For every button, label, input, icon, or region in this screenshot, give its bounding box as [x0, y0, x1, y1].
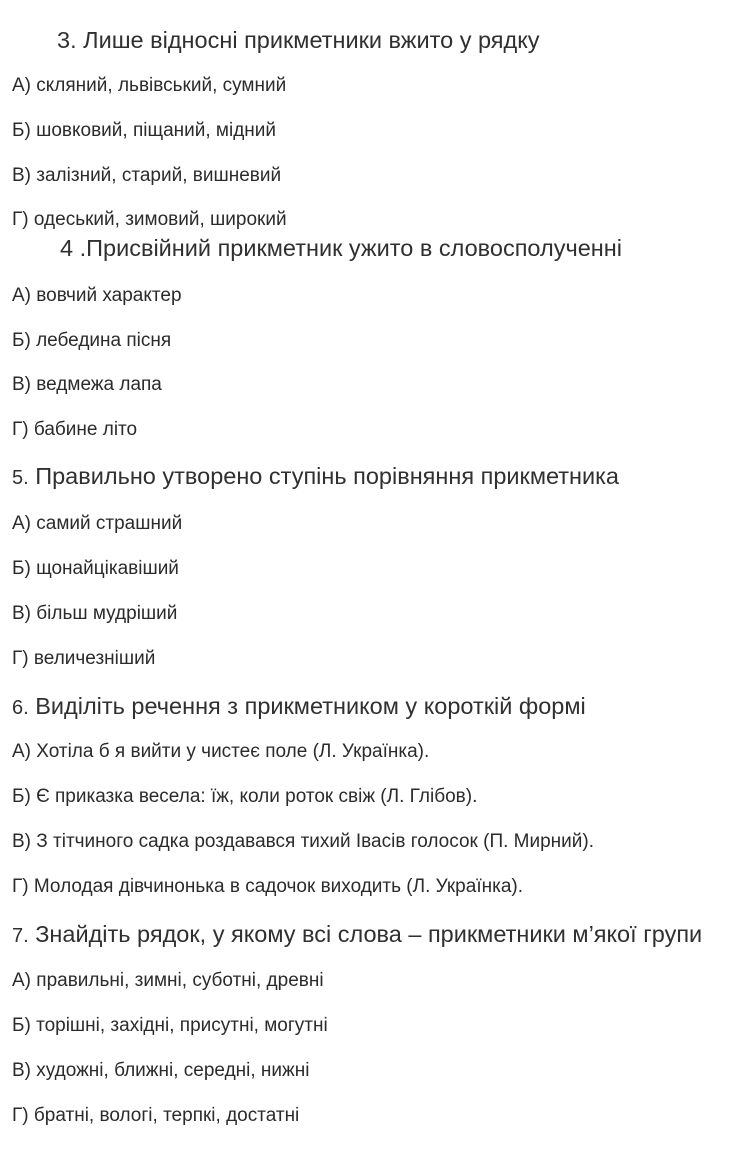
question-5-option-b: Б) щонайцікавіший	[12, 558, 179, 579]
question-3-text: Лише відносні прикметники вжито у рядку	[83, 27, 540, 53]
question-6-option-c: В) З тітчиного садка роздавався тихий Івасів голосок (П. Мирний).	[12, 831, 594, 852]
question-3-option-d: Г) одеський, зимовий, широкий	[12, 209, 287, 230]
question-5-text: Правильно утворено ступінь порівняння прикметника	[35, 463, 620, 489]
question-4-option-b: Б) лебедина пісня	[12, 330, 172, 351]
question-6-text: Виділіть речення з прикметником у короткій формі	[35, 693, 586, 719]
question-7-option-b: Б) торішні, західні, присутні, могутні	[12, 1015, 328, 1036]
question-5-heading	[12, 463, 619, 490]
question-5-option-c: В) більш мудріший	[12, 603, 178, 624]
question-5-option-d: Г) величезніший	[12, 648, 156, 669]
question-6-option-b: Б) Є приказка весела: їж, коли роток свіж (Л. Глібов).	[12, 786, 478, 807]
question-6-heading	[12, 693, 586, 720]
question-3-heading	[57, 27, 540, 54]
question-3-option-a: А) скляний, львівський, сумний	[12, 75, 287, 96]
question-6-number: 6.	[12, 697, 29, 719]
question-4-number: 4	[60, 235, 74, 261]
question-3-number: 3.	[57, 27, 77, 53]
question-4-heading	[60, 235, 622, 262]
question-4-text: .Присвійний прикметник ужито в словосполученні	[79, 235, 622, 261]
question-5-option-a: А) самий страшний	[12, 513, 183, 534]
question-7-option-a: А) правильні, зимні, суботні, древні	[12, 970, 324, 991]
question-3-option-b: Б) шовковий, піщаний, мідний	[12, 120, 277, 141]
question-5-number: 5.	[12, 467, 29, 489]
question-4-option-d: Г) бабине літо	[12, 419, 138, 440]
question-7-option-c: В) художні, ближні, середні, нижні	[12, 1060, 310, 1081]
question-7-heading	[12, 921, 702, 948]
question-7-text: Знайдіть рядок, у якому всі слова – прикметники м’якої групи	[35, 921, 703, 947]
question-7-option-d: Г) братні, вологі, терпкі, достатні	[12, 1105, 300, 1126]
question-7-number: 7.	[12, 925, 29, 947]
question-4-option-c: В) ведмежа лапа	[12, 374, 162, 395]
question-6-option-d: Г) Молодая дівчинонька в садочок виходить (Л. Українка).	[12, 876, 523, 897]
question-4-option-a: А) вовчий характер	[12, 285, 182, 306]
question-3-option-c: В) залізний, старий, вишневий	[12, 165, 282, 186]
question-6-option-a: А) Хотіла б я вийти у чистеє поле (Л. Українка).	[12, 741, 430, 762]
